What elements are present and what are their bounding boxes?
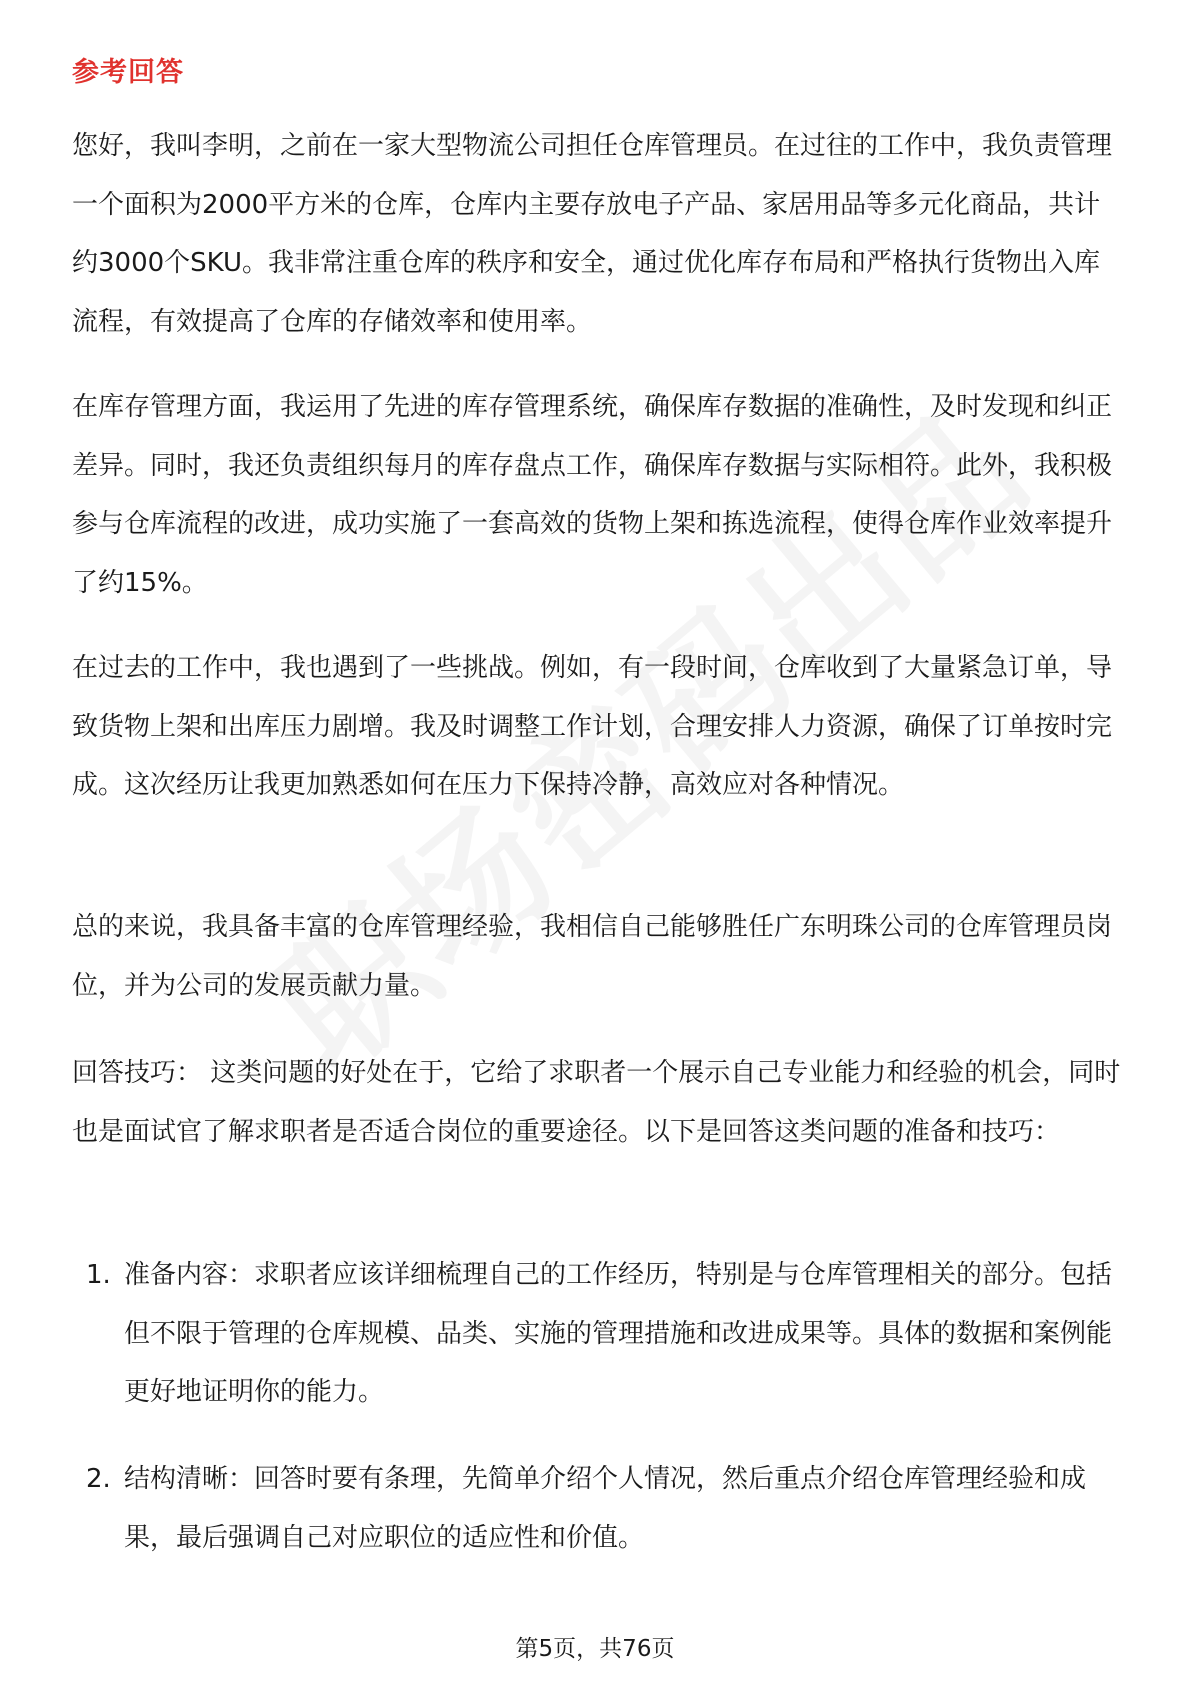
paragraph-intro: 您好，我叫李明，之前在一家大型物流公司担任仓库管理员。在过往的工作中，我负责管理一个面积为2000平方米的仓库，仓库内主要存放电子产品、家居用品等多元化商品，共计约3000个SKU。我非常注重仓库的秩序和安全，通过优化库存布局和严格执行货物出入库流程，有效提高了仓库的存储效率和使用率。 bbox=[72, 131, 1113, 337]
tips-list-part-1 bbox=[72, 1246, 1122, 1422]
list-item bbox=[72, 1450, 1122, 1567]
list-item-number: 2. bbox=[86, 1464, 111, 1494]
tips-list-part-2 bbox=[72, 1450, 1122, 1567]
list-item-number: 1. bbox=[86, 1260, 111, 1290]
paragraph-summary: 总的来说，我具备丰富的仓库管理经验，我相信自己能够胜任广东明珠公司的仓库管理员岗位，并为公司的发展贡献力量。 bbox=[72, 912, 1113, 1001]
paragraph-tips-intro: 回答技巧： 这类问题的好处在于，它给了求职者一个展示自己专业能力和经验的机会，同时也是面试官了解求职者是否适合岗位的重要途径。以下是回答这类问题的准备和技巧： bbox=[72, 1058, 1121, 1147]
list-item-text: 准备内容：求职者应该详细梳理自己的工作经历，特别是与仓库管理相关的部分。包括但不限于管理的仓库规模、品类、实施的管理措施和改进成果等。具体的数据和案例能更好地证明你的能力。 bbox=[124, 1260, 1113, 1407]
paragraph-challenges: 在过去的工作中，我也遇到了一些挑战。例如，有一段时间，仓库收到了大量紧急订单，导致货物上架和出库压力剧增。我及时调整工作计划，合理安排人力资源，确保了订单按时完成。这次经历让我更加熟悉如何在压力下保持冷静，高效应对各种情况。 bbox=[72, 653, 1113, 800]
section-heading: 参考回答 bbox=[72, 57, 184, 88]
list-item-text: 结构清晰：回答时要有条理，先简单介绍个人情况，然后重点介绍仓库管理经验和成果，最后强调自己对应职位的适应性和价值。 bbox=[124, 1464, 1087, 1553]
page-number: 第5页，共76页 bbox=[515, 1636, 675, 1662]
paragraph-inventory: 在库存管理方面，我运用了先进的库存管理系统，确保库存数据的准确性，及时发现和纠正差异。同时，我还负责组织每月的库存盘点工作，确保库存数据与实际相符。此外，我积极参与仓库流程的改进，成功实施了一套高效的货物上架和拣选流程，使得仓库作业效率提升了约15%。 bbox=[72, 392, 1113, 598]
list-item bbox=[72, 1246, 1122, 1422]
